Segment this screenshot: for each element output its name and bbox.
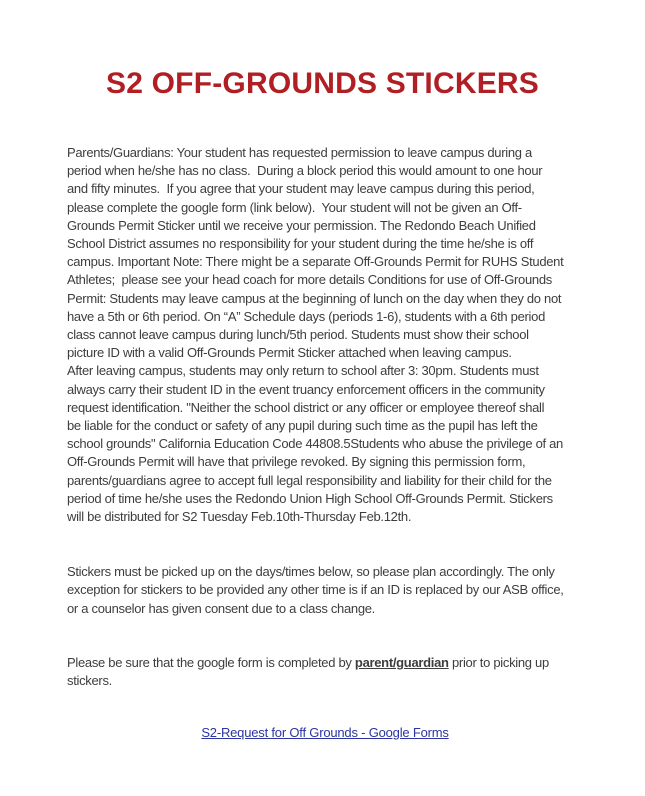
text-line: have a 5th or 6th period. On “A” Schedule days (periods 1-6), students with a 6th period [67, 308, 545, 324]
text-line: parents/guardians agree to accept full legal responsibility and liability for their child for the [67, 472, 552, 488]
text-line: Grounds Permit Sticker until we receive your permission. The Redondo Beach Unified [67, 217, 536, 233]
text-line: always carry their student ID in the event truancy enforcement officers in the community [67, 381, 545, 397]
text-line: or a counselor has given consent due to a class change. [67, 600, 375, 616]
text-line: Athletes; please see your head coach for more details Conditions for use of Off-Grounds [67, 272, 552, 288]
text-line: Stickers must be picked up on the days/times below, so please plan accordingly. The only [67, 564, 555, 580]
text-line: picture ID with a valid Off-Grounds Permit Sticker attached when leaving campus. [67, 345, 512, 361]
text-line: request identification. "Neither the school district or any officer or employee thereof shall [67, 399, 545, 415]
text-line: class cannot leave campus during lunch/5th period. Students must show their school [67, 327, 529, 343]
form-note-text-before: Please be sure that the google form is completed by [67, 654, 355, 670]
text-line: please complete the google form (link below). Your student will not be given an Off- [67, 199, 522, 215]
paragraph-pickup-info [67, 563, 583, 618]
text-line: period when he/she has no class. During a block period this would amount to one hour [67, 163, 543, 179]
paragraph-google-form-note [67, 654, 583, 690]
paragraph-permission-info [67, 144, 583, 526]
form-note-parent-guardian-emphasis: parent/guardian [354, 654, 449, 670]
text-line: exception for stickers to be provided any other time is if an ID is replaced by our ASB office, [67, 582, 564, 598]
text-line: will be distributed for S2 Tuesday Feb.10th-Thursday Feb.12th. [67, 509, 412, 525]
form-note-text-after: prior to picking up [448, 654, 549, 670]
google-form-link[interactable]: S2-Request for Off Grounds - Google Forms [201, 725, 449, 741]
text-line: Parents/Guardians: Your student has requested permission to leave campus during a [67, 145, 532, 160]
page-title: S2 OFF-GROUNDS STICKERS [106, 67, 539, 100]
text-line: Permit: Students may leave campus at the beginning of lunch on the day when they do not [67, 290, 562, 306]
text-line: Off-Grounds Permit will have that privilege revoked. By signing this permission form, [67, 454, 526, 470]
text-line: stickers. [67, 673, 112, 689]
text-line: and fifty minutes. If you agree that your student may leave campus during this period, [67, 181, 535, 197]
text-line: period of time he/she uses the Redondo Union High School Off-Grounds Permit. Stickers [67, 490, 553, 506]
text-line: be liable for the conduct or safety of any pupil during such time as the pupil has left the [67, 418, 538, 434]
text-line [67, 654, 583, 672]
text-line: School District assumes no responsibility for your student during the time he/she is off [67, 236, 534, 252]
text-line: After leaving campus, students may only return to school after 3: 30pm. Students must [67, 363, 539, 379]
text-line: school grounds" California Education Code 44808.5Students who abuse the privilege of an [67, 436, 563, 452]
text-line: campus. Important Note: There might be a separate Off-Grounds Permit for RUHS Student [67, 254, 564, 270]
link-row [67, 724, 583, 742]
document-body [67, 144, 583, 742]
